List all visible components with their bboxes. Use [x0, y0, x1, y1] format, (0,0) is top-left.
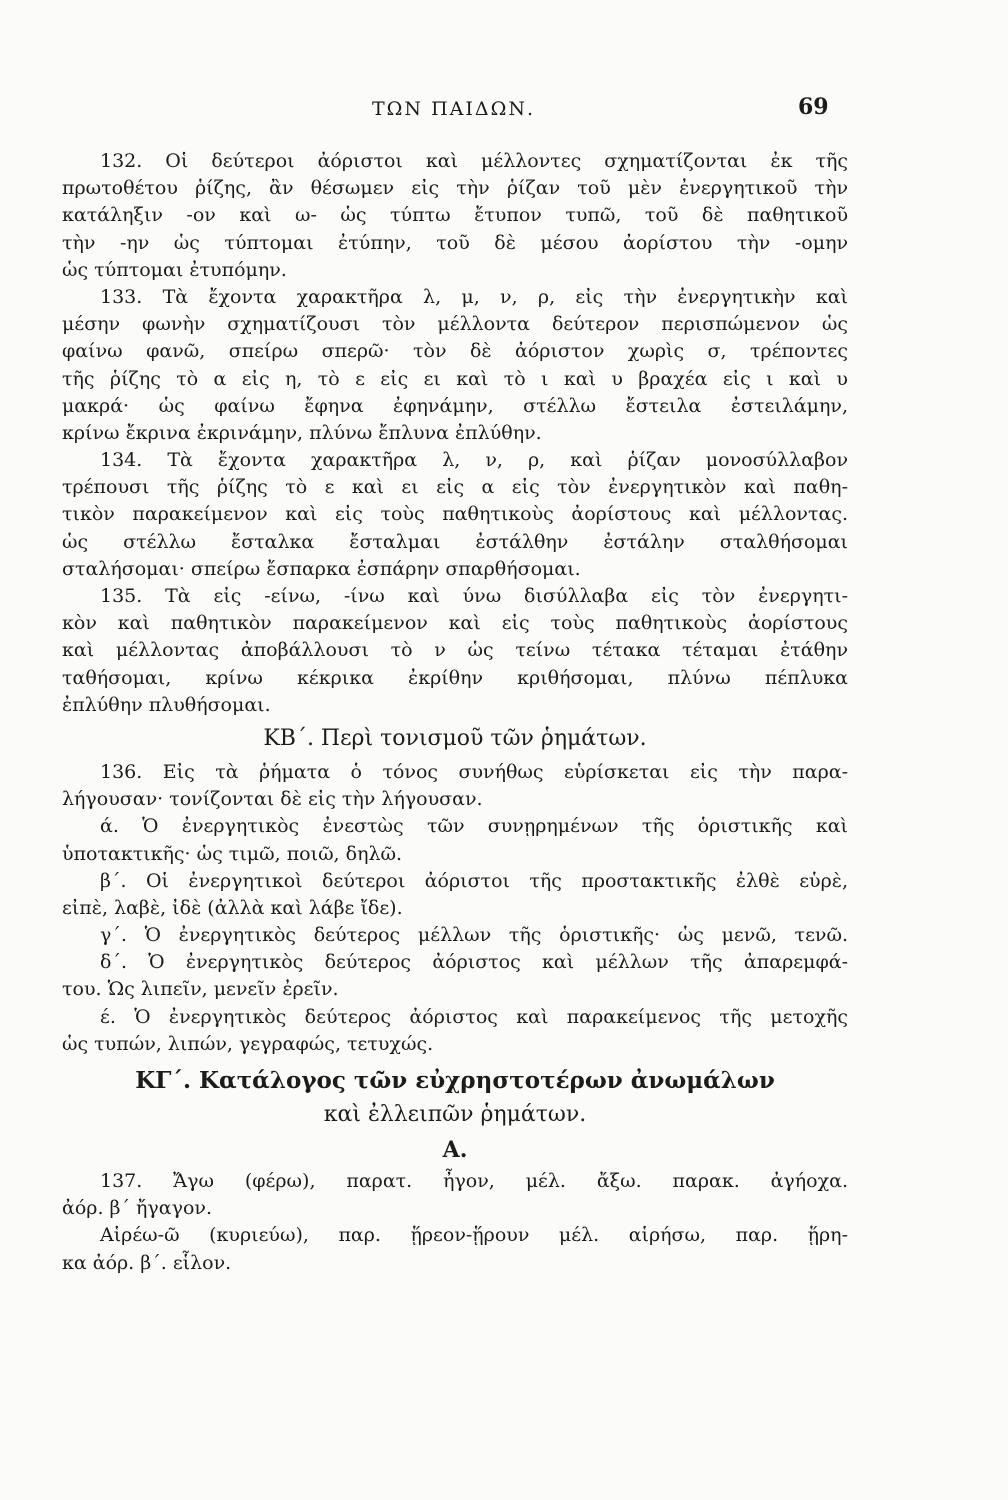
text-line: γ΄. Ὁ ἐνεργητικὸς δεύτερος μέλλων τῆς ὁριστικῆς· ὡς μενῶ, τενῶ.: [100, 924, 848, 947]
text-block: [62, 148, 848, 1277]
paragraph-137: [62, 1168, 848, 1277]
list-item-b: [62, 868, 848, 922]
text-line: τρέπουσι τῆς ῥίζης τὸ ε καὶ ει εἰς α εἰς τὸν ἐνεργητικὸν καὶ παθη-: [62, 476, 848, 499]
text-line: 134. Τὰ ἔχοντα χαρακτῆρα λ, ν, ρ, καὶ ῥίζαν μονοσύλλαβον: [100, 449, 848, 472]
text-line: 136. Εἰς τὰ ῥήματα ὁ τόνος συνήθως εὑρίσκεται εἰς τὴν παρα-: [100, 760, 848, 783]
text-line: ὡς τύπτομαι ἐτυπόμην.: [62, 258, 287, 281]
text-line: έ. Ὁ ἐνεργητικὸς δεύτερος ἀόριστος καὶ παρακείμενος τῆς μετοχῆς: [100, 1005, 848, 1028]
text-line: τῆς ῥίζης τὸ α εἰς η, τὸ ε εἰς ει καὶ τὸ ι καὶ υ βραχέα εἰς ι καὶ υ: [62, 367, 848, 390]
text-line: σταλήσομαι· σπείρω ἔσπαρκα ἐσπάρην σπαρθήσομαι.: [62, 557, 581, 580]
section-heading-kb: ΚΒ΄. Περὶ τονισμοῦ τῶν ῥημάτων.: [263, 725, 647, 751]
section-heading-kg: ΚΓ΄. Κατάλογος τῶν εὐχρηστοτέρων ἀνωμάλων: [135, 1067, 775, 1094]
text-line: ὡς τυπών, λιπών, γεγραφώς, τετυχώς.: [62, 1032, 434, 1055]
text-line: β΄. Οἱ ἐνεργητικοὶ δεύτεροι ἀόριστοι τῆς προστακτικῆς ἐλθὲ εὑρὲ,: [100, 869, 848, 892]
text-line: ὡς στέλλω ἔσταλκα ἔσταλμαι ἐστάλθην ἐστάλην σταλθήσομαι: [62, 530, 848, 553]
paragraph-132: [62, 148, 848, 284]
text-line: τὴν -ην ὡς τύπτομαι ἐτύπην, τοῦ δὲ μέσου ἀορίστου τὴν -ομην: [62, 231, 848, 254]
text-line: Αἱρέω-ῶ (κυριεύω), παρ. ᾕρεον-ᾕρουν μέλ. αἱρήσω, παρ. ᾕρη-: [100, 1224, 848, 1247]
text-line: ἐπλύθην πλυθήσομαι.: [62, 693, 271, 716]
list-item-a: [62, 813, 848, 867]
text-line: ά. Ὁ ἐνεργητικὸς ἐνεστὼς τῶν συνῃρημένων τῆς ὁριστικῆς καὶ: [100, 815, 848, 838]
text-line: λήγουσαν· τονίζονται δὲ εἰς τὴν λήγουσαν.: [62, 788, 483, 811]
text-line: ἀόρ. β΄ ἤγαγον.: [62, 1197, 212, 1220]
text-line: ταθήσομαι, κρίνω κέκρικα ἐκρίθην κριθήσομαι, πλύνω πέπλυκα: [62, 666, 848, 689]
text-line: ὑποτακτικῆς· ὡς τιμῶ, ποιῶ, δηλῶ.: [62, 842, 403, 865]
paragraph-135: [62, 583, 848, 719]
paragraph-136: [62, 759, 848, 813]
text-line: πρωτοθέτου ῥίζης, ἂν θέσωμεν εἰς τὴν ῥίζαν τοῦ μὲν ἐνεργητικοῦ τὴν: [62, 177, 848, 200]
text-line: κρίνω ἔκρινα ἐκρινάμην, πλύνω ἔπλυνα ἐπλύθην.: [62, 421, 542, 444]
list-item-e: [62, 1004, 848, 1058]
text-line: καὶ μέλλοντας ἀποβάλλουσι τὸ ν ὡς τείνω τέτακα τέταμαι ἐτάθην: [62, 639, 848, 662]
list-item-d: [62, 949, 848, 1003]
text-line: 135. Τὰ εἰς -είνω, -ίνω καὶ ύνω δισύλλαβα εἰς τὸν ἐνεργητι-: [100, 585, 848, 607]
text-line: του. Ὡς λιπεῖν, μενεῖν ἐρεῖν.: [62, 978, 339, 1001]
text-line: μακρά· ὡς φαίνω ἔφηνα ἐφηνάμην, στέλλω ἔστειλα ἐστειλάμην,: [62, 394, 848, 417]
running-title: ΤΩΝ ΠΑΙΔΩΝ.: [372, 98, 536, 120]
letter-heading: Α.: [442, 1137, 468, 1163]
section-heading-kg-continued: καὶ ἐλλειπῶν ῥημάτων.: [323, 1102, 587, 1127]
list-item-g: [62, 922, 848, 949]
text-line: 133. Τὰ ἔχοντα χαρακτῆρα λ, μ, ν, ρ, εἰς τὴν ἐνεργητικὴν καὶ: [100, 285, 848, 308]
paragraph-133: [62, 284, 848, 447]
text-line: τικὸν παρακείμενον καὶ εἰς τοὺς παθητικοὺς ἀορίστους καὶ μέλλοντας.: [62, 503, 848, 526]
text-line: 137. Ἄγω (φέρω), παρατ. ἦγον, μέλ. ἄξω. παρακ. ἀγήοχα.: [100, 1170, 848, 1192]
text-line: εἰπὲ, λαβὲ, ἰδὲ (ἀλλὰ καὶ λάβε ἴδε).: [62, 896, 403, 919]
text-line: κα ἀόρ. β΄. εἷλον.: [62, 1251, 232, 1274]
text-line: φαίνω φανῶ, σπείρω σπερῶ· τὸν δὲ ἀόριστον χωρὶς σ, τρέποντες: [62, 340, 848, 363]
text-line: 132. Οἱ δεύτεροι ἀόριστοι καὶ μέλλοντες σχηματίζονται ἐκ τῆς: [100, 150, 848, 172]
text-line: δ΄. Ὁ ἐνεργητικὸς δεύτερος ἀόριστος καὶ μέλλων τῆς ἀπαρεμφά-: [100, 951, 848, 974]
text-line: κὸν καὶ παθητικὸν παρακείμενον καὶ εἰς τοὺς παθητικοὺς ἀορίστους: [62, 612, 848, 635]
running-head: [0, 94, 1008, 124]
text-line: μέσην φωνὴν σχηματίζουσι τὸν μέλλοντα δεύτερον περισπώμενον ὡς: [62, 313, 848, 336]
text-line: κατάληξιν -ον καὶ ω- ὡς τύπτω ἔτυπον τυπῶ, τοῦ δὲ παθητικοῦ: [62, 204, 848, 227]
page-number: 69: [798, 94, 829, 120]
paragraph-134: [62, 447, 848, 583]
